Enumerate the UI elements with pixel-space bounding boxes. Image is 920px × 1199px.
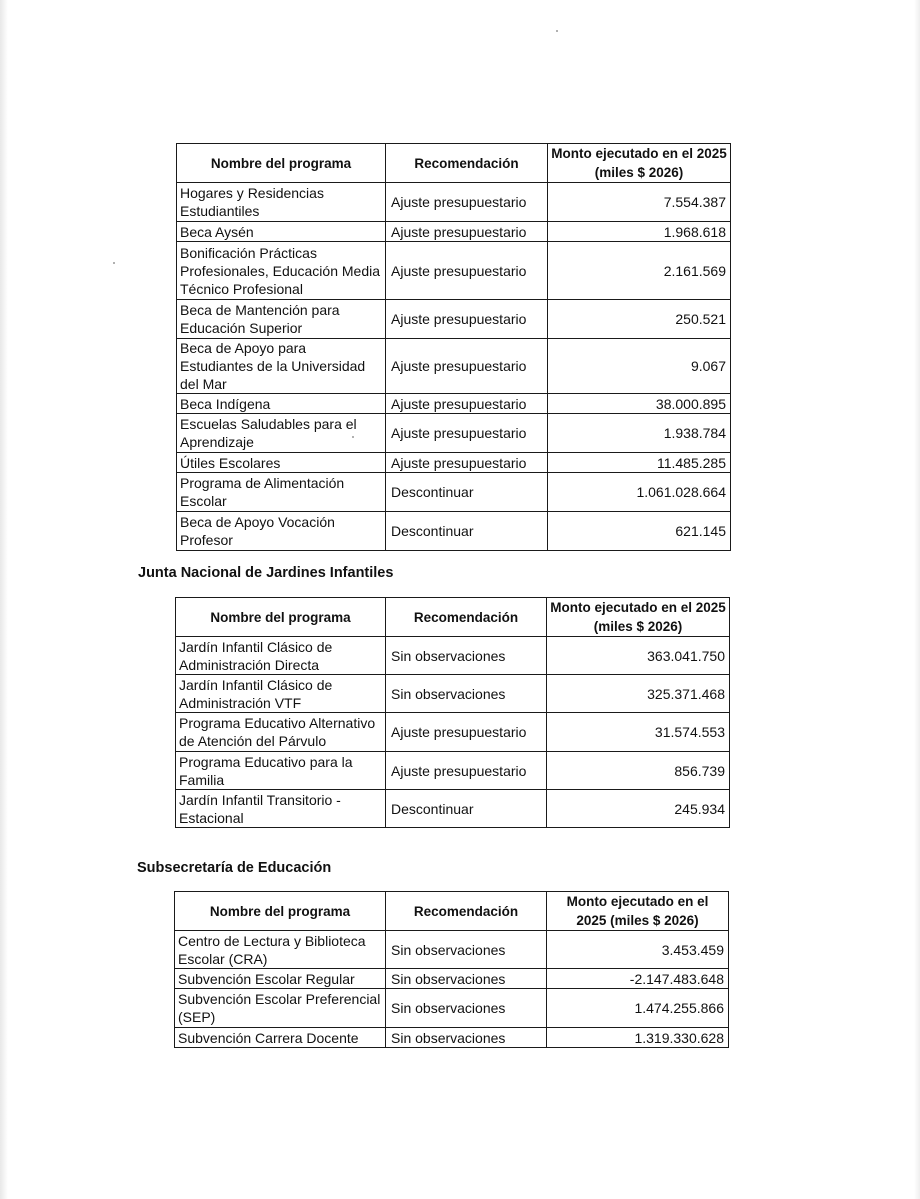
header-amount: Monto ejecutado en el 2025 (miles $ 2026) [547,892,729,931]
amount: 363.041.750 [547,637,730,675]
section-title-subsecretaria: Subsecretaría de Educación [137,860,332,876]
page-left-shadow [0,0,8,1199]
table-row [177,242,731,300]
table-row [176,790,730,828]
recommendation: Sin observaciones [386,969,547,989]
program-name: Centro de Lectura y Biblioteca Escolar (CRA) [175,931,386,969]
programs-table-3 [174,891,729,1048]
program-name: Subvención Escolar Preferencial (SEP) [175,989,386,1028]
program-name: Beca de Apoyo para Estudiantes de la Universidad del Mar [177,339,386,394]
recommendation: Ajuste presupuestario [386,339,548,394]
amount: 31.574.553 [547,713,730,752]
table-row [176,637,730,675]
recommendation: Ajuste presupuestario [386,183,548,222]
table-row [175,931,729,969]
recommendation: Descontinuar [386,512,548,551]
page-right-shadow [914,0,920,1199]
table-header-row [176,598,730,637]
table-row [176,713,730,752]
amount: 2.161.569 [548,242,731,300]
recommendation: Sin observaciones [386,1028,547,1048]
amount: -2.147.483.648 [547,969,729,989]
table-row [177,183,731,222]
table-row [176,675,730,713]
program-name: Útiles Escolares [177,453,386,473]
table-row [177,512,731,551]
program-name: Beca de Mantención para Educación Superior [177,300,386,339]
table-row [175,989,729,1028]
recommendation: Ajuste presupuestario [386,713,547,752]
header-recommendation: Recomendación [386,598,547,637]
program-name: Beca Aysén [177,222,386,242]
amount: 856.739 [547,752,730,790]
amount: 245.934 [547,790,730,828]
table-row [177,222,731,242]
recommendation: Sin observaciones [386,989,547,1028]
amount: 3.453.459 [547,931,729,969]
program-name: Bonificación Prácticas Profesionales, Educación Media Técnico Profesional [177,242,386,300]
recommendation: Ajuste presupuestario [386,414,548,453]
program-name: Beca Indígena [177,394,386,414]
scan-speck [556,30,558,32]
recommendation: Descontinuar [386,473,548,512]
program-name: Escuelas Saludables para el Aprendizaje [177,414,386,453]
amount: 1.938.784 [548,414,731,453]
amount: 38.000.895 [548,394,731,414]
header-recommendation: Recomendación [386,892,547,931]
amount: 1.968.618 [548,222,731,242]
recommendation: Sin observaciones [386,637,547,675]
header-amount: Monto ejecutado en el 2025 (miles $ 2026) [548,144,731,183]
program-name: Jardín Infantil Clásico de Administración VTF [176,675,386,713]
recommendation: Sin observaciones [386,675,547,713]
scan-speck [113,262,115,264]
table-header-row [175,892,729,931]
amount: 250.521 [548,300,731,339]
amount: 325.371.468 [547,675,730,713]
programs-table-2 [175,597,730,828]
recommendation: Descontinuar [386,790,547,828]
recommendation: Sin observaciones [386,931,547,969]
programs-table-1 [176,143,731,551]
recommendation: Ajuste presupuestario [386,394,548,414]
header-program-name: Nombre del programa [175,892,386,931]
table-row [175,969,729,989]
header-recommendation: Recomendación [386,144,548,183]
amount: 11.485.285 [548,453,731,473]
program-name: Beca de Apoyo Vocación Profesor [177,512,386,551]
amount: 1.319.330.628 [547,1028,729,1048]
program-name: Jardín Infantil Transitorio - Estacional [176,790,386,828]
program-name: Subvención Escolar Regular [175,969,386,989]
amount: 1.474.255.866 [547,989,729,1028]
table-row [177,453,731,473]
table-row [177,339,731,394]
amount: 621.145 [548,512,731,551]
header-program-name: Nombre del programa [177,144,386,183]
recommendation: Ajuste presupuestario [386,453,548,473]
program-name: Hogares y Residencias Estudiantiles [177,183,386,222]
amount: 9.067 [548,339,731,394]
section-title-junji: Junta Nacional de Jardines Infantiles [138,565,394,581]
program-name: Programa de Alimentación Escolar [177,473,386,512]
amount: 7.554.387 [548,183,731,222]
table-row [176,752,730,790]
table-row [175,1028,729,1048]
table-header-row [177,144,731,183]
recommendation: Ajuste presupuestario [386,752,547,790]
amount: 1.061.028.664 [548,473,731,512]
table-row [177,300,731,339]
program-name: Programa Educativo para la Familia [176,752,386,790]
header-amount: Monto ejecutado en el 2025 (miles $ 2026) [547,598,730,637]
program-name: Subvención Carrera Docente [175,1028,386,1048]
recommendation: Ajuste presupuestario [386,222,548,242]
program-name: Jardín Infantil Clásico de Administración Directa [176,637,386,675]
table-row [177,473,731,512]
recommendation: Ajuste presupuestario [386,242,548,300]
program-name: Programa Educativo Alternativo de Atención del Párvulo [176,713,386,752]
header-program-name: Nombre del programa [176,598,386,637]
recommendation: Ajuste presupuestario [386,300,548,339]
table-row [177,394,731,414]
table-row [177,414,731,453]
